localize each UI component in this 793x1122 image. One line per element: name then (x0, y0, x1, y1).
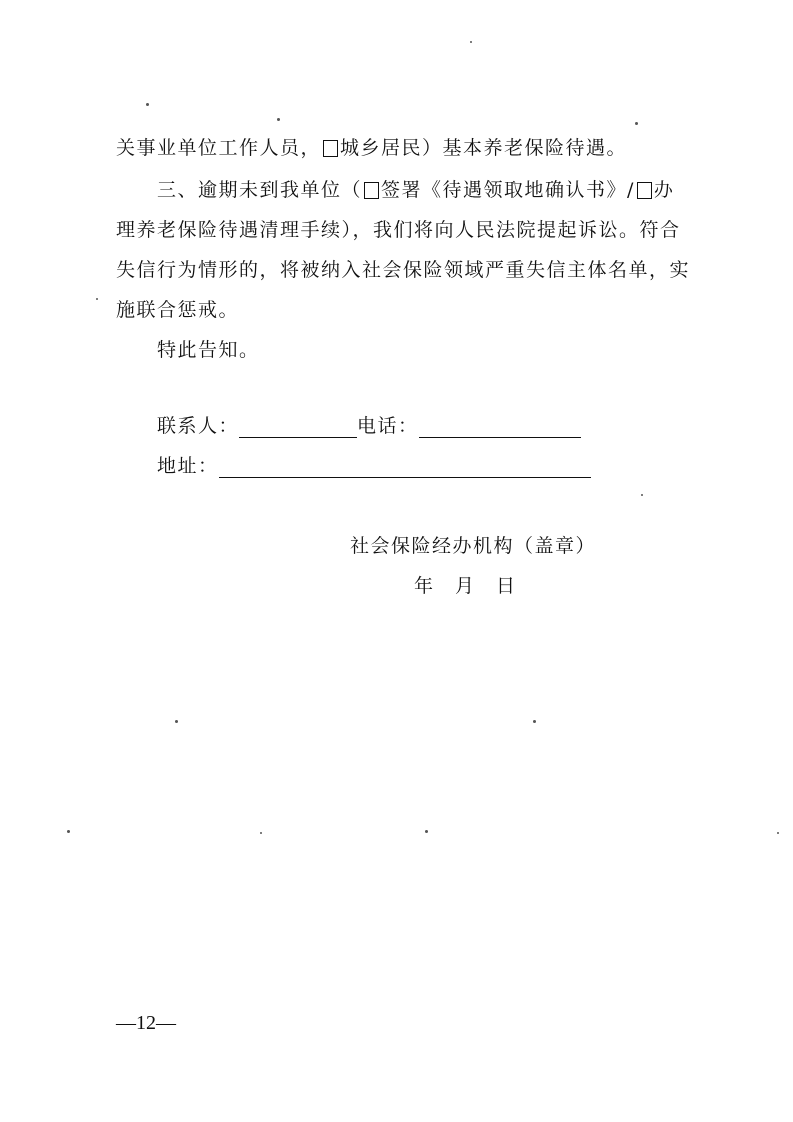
scan-speck (533, 720, 536, 723)
body-text: 关事业单位工作人员， (116, 137, 322, 159)
agency-signature (350, 532, 596, 560)
paragraph-line (116, 134, 627, 162)
phone-blank (419, 417, 581, 438)
scan-speck (777, 832, 779, 834)
scan-speck (67, 830, 70, 833)
scan-speck (146, 103, 149, 106)
agency-name: 社会保险经办机构（盖章） (350, 535, 597, 557)
checkbox-icon (637, 182, 652, 199)
body-text: 失信行为情形的，将被纳入社会保险领域严重失信主体名单，实 (116, 259, 691, 281)
scan-speck (260, 832, 262, 834)
scan-speck (425, 830, 428, 833)
body-text: 城乡居民）基本养老保险待遇。 (340, 137, 628, 159)
body-text: 签署《待遇领取地确认书》/ (381, 179, 635, 201)
paragraph-line (157, 336, 260, 364)
paragraph-line (116, 256, 690, 284)
closing-text: 特此告知。 (157, 339, 260, 361)
date-text: 年 月 日 (414, 575, 517, 597)
body-text: 三、逾期未到我单位（ (157, 179, 363, 201)
scan-speck (635, 122, 638, 125)
scan-speck (96, 298, 98, 300)
checkbox-icon (364, 182, 379, 199)
address-row (157, 452, 591, 480)
contact-blank (239, 417, 357, 438)
page-number: —12— (116, 1012, 176, 1034)
contact-label: 联系人： (157, 415, 240, 437)
contact-row (157, 412, 581, 440)
scan-speck (175, 720, 178, 723)
paragraph-line (116, 216, 681, 244)
address-blank (219, 457, 591, 478)
scan-speck (470, 41, 472, 43)
checkbox-icon (323, 140, 338, 157)
address-label: 地址： (157, 455, 219, 477)
scan-speck (277, 118, 280, 121)
body-text: 理养老保险待遇清理手续），我们将向人民法院提起诉讼。符合 (116, 219, 681, 241)
body-text: 施联合惩戒。 (116, 299, 240, 321)
phone-label: 电话： (357, 415, 419, 437)
body-text: 办 (653, 179, 675, 201)
scan-speck (641, 494, 643, 496)
paragraph-line (116, 296, 239, 324)
paragraph-line (157, 176, 674, 204)
date-line (414, 572, 517, 600)
